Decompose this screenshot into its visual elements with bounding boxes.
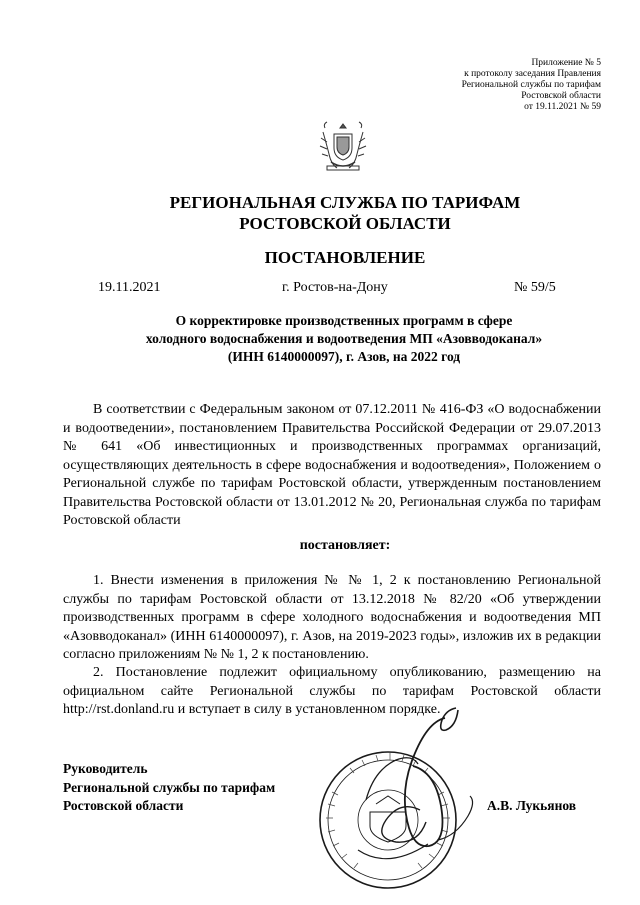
decree-item-2: 2. Постановление подлежит официальному опубликованию, размещению на официальном сайте Региональной службы по тарифам Ростовской области http://rst.donland.ru и вступает в силу в установленном порядке. bbox=[63, 665, 601, 717]
organization-title-line: РЕГИОНАЛЬНАЯ СЛУЖБА ПО ТАРИФАМ bbox=[169, 193, 521, 212]
document-number: № 59/5 bbox=[514, 280, 556, 295]
signer-title-line: Ростовской области bbox=[63, 798, 184, 813]
annex-line: Приложение № 5 bbox=[531, 58, 601, 68]
annex-line: от 19.11.2021 № 59 bbox=[524, 102, 601, 112]
organization-title-line: РОСТОВСКОЙ ОБЛАСТИ bbox=[239, 214, 451, 233]
annex-line: Ростовской области bbox=[521, 91, 601, 101]
subject-line: холодного водоснабжения и водоотведения МП «Азовводоканал» bbox=[145, 331, 543, 346]
decree-item-1: 1. Внести изменения в приложения № № 1, 2 к постановлению Региональной службы по тарифам Ростовской области от 13.12.2018 № 82/20 «Об утверждении производственных программ в сфере холодного водоснабжения и водоотведения МП «Азовводоканал» (ИНН 6140000097), г. Азов, на 2019-2023 годы», изложив их в редакции согласно приложениям № № 1, 2 к постановлению. bbox=[63, 573, 601, 662]
decree-heading: постановляет: bbox=[299, 538, 391, 553]
document-type: ПОСТАНОВЛЕНИЕ bbox=[264, 248, 426, 267]
document-city: г. Ростов-на-Дону bbox=[282, 280, 388, 295]
signer-title-line: Руководитель bbox=[63, 761, 148, 776]
signer-title bbox=[63, 760, 323, 816]
annex-line: Региональной службы по тарифам bbox=[461, 80, 601, 90]
document-subject bbox=[100, 312, 588, 366]
preamble-paragraph: В соответствии с Федеральным законом от 07.12.2011 № 416-ФЗ «О водоснабжении и водоотведении», постановлением Правительства Российской Федерации от 29.07.2013 № 641 «Об инвестиционных и производственных программах организаций, осуществляющих деятельность в сфере водоснабжения и водоотведения», Положением о Региональной службе по тарифам Ростовской области, утвержденным постановлением Правительства Ростовской области от 13.01.2012 № 20, Региональная служба по тарифам Ростовской области bbox=[63, 402, 601, 528]
subject-line: О корректировке производственных программ в сфере bbox=[175, 313, 513, 328]
subject-line: (ИНН 6140000097), г. Азов, на 2022 год bbox=[227, 349, 461, 364]
document-date: 19.11.2021 bbox=[98, 280, 161, 295]
signer-name: А.В. Лукьянов bbox=[487, 798, 577, 813]
annex-note bbox=[401, 58, 601, 113]
signer-title-line: Региональной службы по тарифам bbox=[63, 779, 276, 795]
organization-title bbox=[60, 192, 630, 234]
coat-of-arms-icon bbox=[317, 118, 369, 178]
annex-line: к протоколу заседания Правления bbox=[464, 69, 601, 79]
